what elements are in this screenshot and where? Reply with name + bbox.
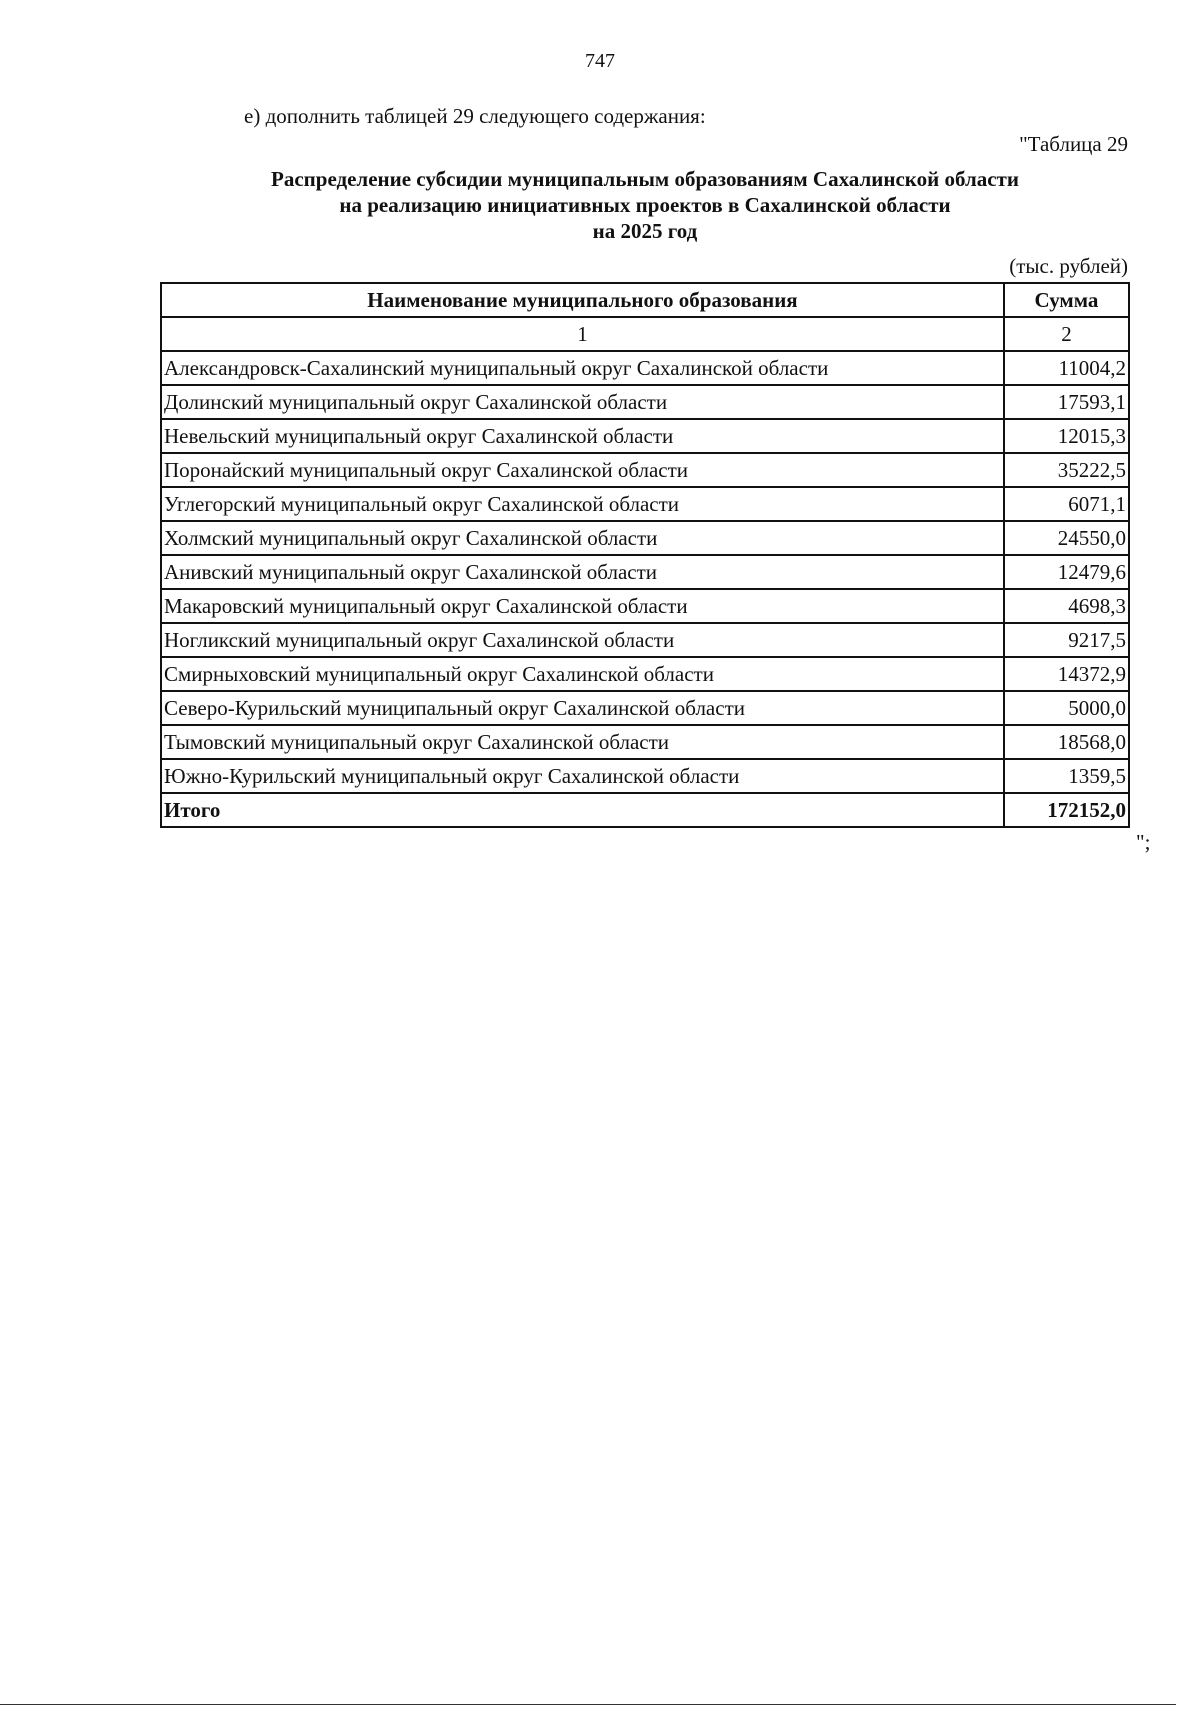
row-name: Макаровский муниципальный округ Сахалинской области [161,589,1004,623]
table-row [161,419,1129,453]
row-sum: 5000,0 [1004,691,1129,725]
table-row [161,725,1129,759]
row-name: Долинский муниципальный округ Сахалинской области [161,385,1004,419]
table-header-row [161,283,1129,317]
table-row [161,385,1129,419]
table-row [161,487,1129,521]
row-name: Поронайский муниципальный округ Сахалинской области [161,453,1004,487]
table-row [161,759,1129,793]
table-row [161,657,1129,691]
row-name: Южно-Курильский муниципальный округ Сахалинской области [161,759,1004,793]
row-name: Холмский муниципальный округ Сахалинской области [161,521,1004,555]
document-title [160,166,1130,244]
row-sum: 24550,0 [1004,521,1129,555]
total-sum: 172152,0 [1004,793,1129,827]
table-row [161,521,1129,555]
row-sum: 35222,5 [1004,453,1129,487]
page-number: 747 [585,50,615,72]
row-sum: 6071,1 [1004,487,1129,521]
table-row [161,555,1129,589]
table-row [161,351,1129,385]
table-row [161,691,1129,725]
column-number-2: 2 [1004,317,1129,351]
row-name: Ногликский муниципальный округ Сахалинской области [161,623,1004,657]
table-row [161,453,1129,487]
table-row [161,589,1129,623]
table-label: "Таблица 29 [1019,132,1128,156]
row-sum: 12015,3 [1004,419,1129,453]
row-name: Невельский муниципальный округ Сахалинской области [161,419,1004,453]
row-sum: 17593,1 [1004,385,1129,419]
row-name: Северо-Курильский муниципальный округ Сахалинской области [161,691,1004,725]
bottom-rule [0,1704,1176,1705]
table-row [161,623,1129,657]
row-sum: 4698,3 [1004,589,1129,623]
closing-quote-mark: "; [1136,830,1151,854]
row-sum: 12479,6 [1004,555,1129,589]
title-line-1: Распределение субсидии муниципальным образованиям Сахалинской области [271,167,1019,191]
row-name: Александровск-Сахалинский муниципальный округ Сахалинской области [161,351,1004,385]
row-name: Тымовский муниципальный округ Сахалинской области [161,725,1004,759]
total-label: Итого [161,793,1004,827]
column-number-1: 1 [161,317,1004,351]
title-line-2: на реализацию инициативных проектов в Сахалинской области [339,193,951,217]
row-name: Анивский муниципальный округ Сахалинской области [161,555,1004,589]
row-sum: 11004,2 [1004,351,1129,385]
units-label: (тыс. рублей) [1009,254,1128,278]
header-sum: Сумма [1004,283,1129,317]
header-name: Наименование муниципального образования [161,283,1004,317]
row-sum: 14372,9 [1004,657,1129,691]
row-sum: 1359,5 [1004,759,1129,793]
title-line-3: на 2025 год [592,219,698,243]
column-number-row [161,317,1129,351]
allocation-table [160,282,1130,828]
row-name: Смирныховский муниципальный округ Сахалинской области [161,657,1004,691]
row-sum: 18568,0 [1004,725,1129,759]
total-row [161,793,1129,827]
intro-text: е) дополнить таблицей 29 следующего содержания: [244,104,706,128]
row-name: Углегорский муниципальный округ Сахалинской области [161,487,1004,521]
row-sum: 9217,5 [1004,623,1129,657]
